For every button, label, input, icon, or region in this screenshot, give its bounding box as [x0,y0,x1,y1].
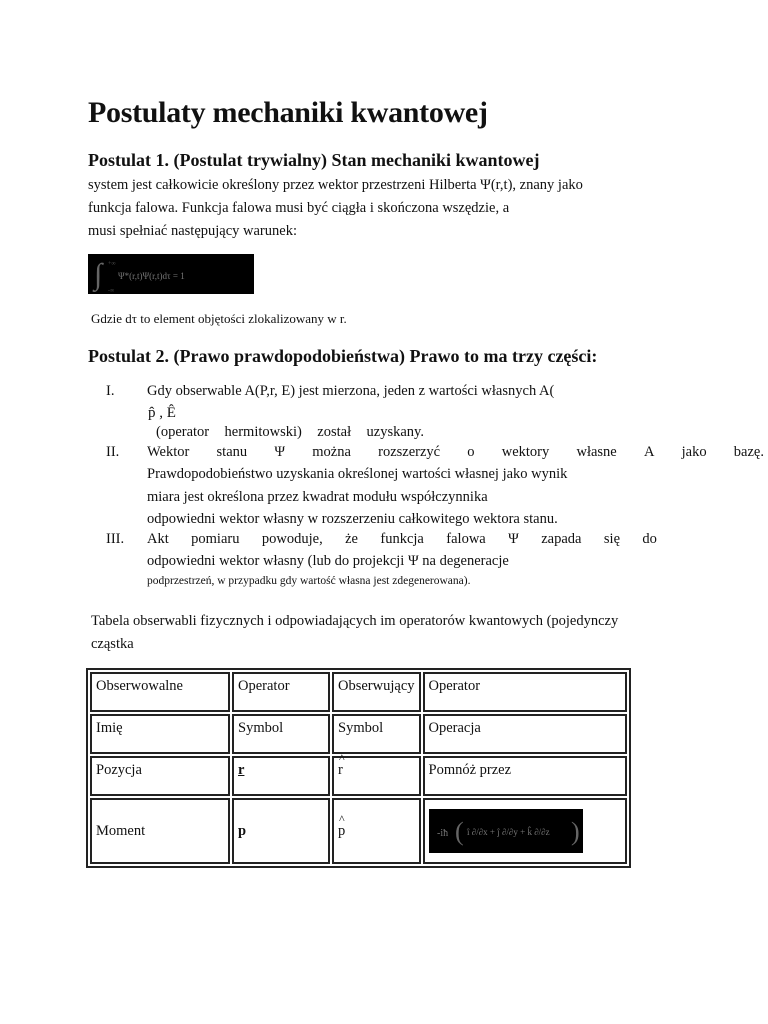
word: A [643,444,655,460]
integral-formula-icon [88,254,254,294]
table-cell: Symbol [232,714,330,754]
svg-text:-iħ: -iħ [436,828,448,839]
word: funkcja [380,531,424,547]
caption-line: Tabela obserwabli fizycznych i odpowiadających im operatorów kwantowych (pojedynczy [91,613,619,629]
item-2-line: miara jest określona przez kwadrat modułu współczynnika [147,488,488,505]
table-cell: Operacja [423,714,627,754]
table-header-cell: Operator [423,672,627,712]
item-3-line-1 [147,531,657,548]
observables-table [86,668,631,868]
postulate-1-line: system jest całkowicie określony przez wektor przestrzeni Hilberta Ψ(r,t), znany jako [88,177,583,193]
momentum-operator-formula-image [429,809,583,853]
word: falowa [446,531,486,547]
word: Wektor [147,444,190,460]
table-cell: Imię [90,714,230,754]
table-header-cell: Operator [232,672,330,712]
table-cell [232,756,330,796]
postulate-1-line: funkcja falowa. Funkcja falowa musi być ciągła i skończona wszędzie, a [88,200,510,216]
normalization-formula-image [88,254,254,294]
word: (operator [156,424,210,440]
svg-text:∫: ∫ [94,258,103,291]
word: można [312,444,351,460]
table-cell [332,798,421,864]
svg-text:-∞: -∞ [108,288,115,294]
word: pomiaru [191,531,240,547]
item-1-line-1: Gdy obserwable A(P,r, E) jest mierzona, jeden z wartości własnych A( [147,383,555,399]
table-header-cell: Obserwujący [332,672,421,712]
table-caption [91,610,618,656]
item-3-line-2: odpowiedni wektor własny (lub do projekcji Ψ na degeneracje [147,553,509,569]
list-numeral: I. [106,383,115,399]
postulate-1-line: musi spełniać następujący warunek: [88,223,297,239]
word: uzyskany. [366,424,424,440]
table-header-cell: Obserwowalne [90,672,230,712]
svg-text:+∞: +∞ [108,261,116,267]
svg-text:): ) [570,817,580,846]
item-2-line: Prawdopodobieństwo uzyskania określonej wartości własnej jako wynik [147,466,568,482]
momentum-operator-symbol: ^ p [338,823,345,840]
word: Akt [147,531,169,547]
position-operator-symbol: ^ r [338,762,343,779]
table-cell [332,756,421,796]
item-2-line: odpowiedni wektor własny w rozszerzeniu całkowitego wektora stanu. [147,511,558,527]
item-2-line-1 [147,444,764,461]
position-vector-symbol: r [238,762,245,778]
table-subheader-row [90,714,627,754]
postulate-1-heading: Postulat 1. (Postulat trywialny) Stan mechaniki kwantowej [88,150,540,170]
svg-text:Ψ*(r,t)Ψ(r,t)dτ = 1: Ψ*(r,t)Ψ(r,t)dτ = 1 [118,271,185,281]
word: zapada [541,531,582,547]
table-cell [423,798,627,864]
word: się [603,531,621,547]
table-cell [232,798,330,864]
page-title: Postulaty mechaniki kwantowej [88,96,488,129]
word: Ψ [274,444,286,460]
item-1-line-2 [156,424,424,441]
caption-line: cząstka [91,636,134,652]
postulate-1-note: Gdzie dτ to element objętości zlokalizowany w r. [91,311,347,326]
table-cell: Moment [90,798,230,864]
item-2-text [147,463,567,531]
postulate-1-text [88,174,583,243]
word: wektory [501,444,550,460]
list-numeral: III. [106,531,125,547]
word: stanu [216,444,248,460]
table-header-row [90,672,627,712]
word: powoduje, [261,531,323,547]
table-row [90,756,627,796]
word: jako [681,444,707,460]
word: o [467,444,475,460]
momentum-symbol: p [238,822,247,839]
gradient-formula-icon [429,809,583,853]
svg-text:î ∂/∂x + ĵ ∂/∂y + k̂ ∂/∂z: î ∂/∂x + ĵ ∂/∂y + k̂ ∂/∂z [466,827,550,837]
word: że [345,531,358,547]
word: został [317,424,352,440]
table-row [90,798,627,864]
table-cell: Pozycja [90,756,230,796]
word: bazę. [733,444,764,460]
word: do [642,531,657,547]
word: własne [576,444,617,460]
table-cell: Symbol [332,714,421,754]
operator-symbols: p̂ , Ê [148,405,176,421]
svg-text:(: ( [454,817,464,846]
item-3-line-3: podprzestrzeń, w przypadku gdy wartość własna jest zdegenerowana). [147,575,471,587]
word: rozszerzyć [378,444,441,460]
list-numeral: II. [106,444,120,460]
postulate-2-heading: Postulat 2. (Prawo prawdopodobieństwa) Prawo to ma trzy części: [88,346,598,366]
table-cell: Pomnóż przez [423,756,627,796]
word: Ψ [508,531,519,547]
word: hermitowski) [224,424,302,440]
